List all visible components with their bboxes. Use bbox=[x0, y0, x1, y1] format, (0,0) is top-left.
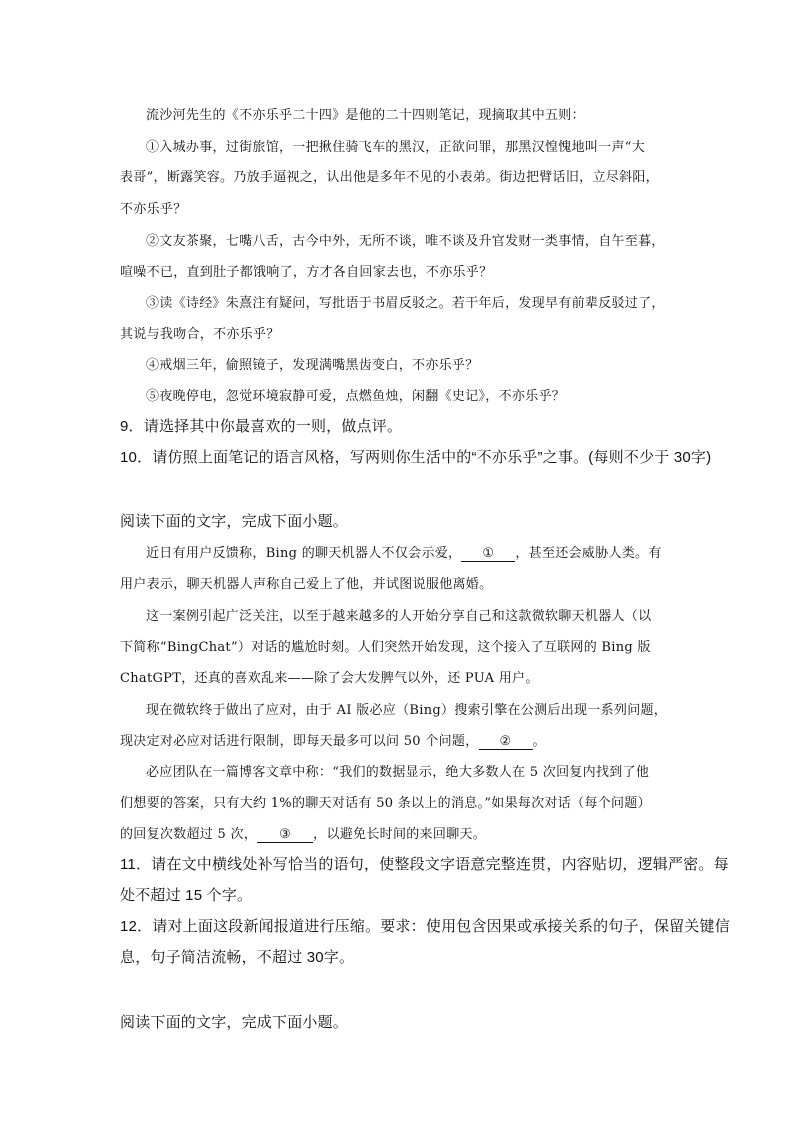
question-9: 9．请选择其中你最喜欢的一则，做点评。 bbox=[120, 418, 403, 435]
question-11-line-1: 11．请在文中横线处补写恰当的语句，使整段文字语意完整连贯，内容贴切，逻辑严密。每 bbox=[120, 856, 729, 873]
news-paragraph-4-line-3 bbox=[120, 823, 486, 843]
note-item-1-line-2: 表哥”，断露笑容。乃放手逼视之，认出他是多年不见的小表弟。街边把臂话旧，立尽斜阳， bbox=[120, 170, 659, 185]
question-12-line-2: 息，句子简洁流畅，不超过 30字。 bbox=[120, 949, 355, 966]
news-paragraph-1-line-2: 用户表示，聊天机器人声称自己爱上了他，并试图说服他离婚。 bbox=[120, 577, 493, 592]
section-3-header: 阅读下面的文字，完成下面小题。 bbox=[120, 1014, 349, 1031]
news-paragraph-4-line-1: 必应团队在一篇博客文章中称：“我们的数据显示，绝大多数人在 5 次回复内找到了他 bbox=[146, 765, 650, 780]
news-p1-text-b: ，甚至还会威胁人类。有 bbox=[515, 546, 662, 561]
blank-3: ③ bbox=[257, 828, 313, 843]
note-item-3-line-2: 其说与我吻合，不亦乐乎？ bbox=[120, 327, 280, 342]
news-paragraph-3-line-2 bbox=[120, 730, 546, 750]
question-10: 10．请仿照上面笔记的语言风格，写两则你生活中的“不亦乐乎”之事。(每则不少于 30字) bbox=[120, 449, 712, 466]
news-p1-text-a: 近日有用户反馈称，Bing 的聊天机器人不仅会示爱， bbox=[146, 546, 462, 561]
news-paragraph-4-line-2: 们想要的答案，只有大约 1%的聊天对话有 50 条以上的消息。”如果每次对话（每个问题） bbox=[120, 796, 651, 811]
news-paragraph-2-line-1: 这一案例引起广泛关注，以至于越来越多的人开始分享自己和这款微软聊天机器人（以 bbox=[146, 609, 652, 624]
note-item-4: ④戒烟三年，偷照镜子，发现满嘴黑齿变白，不亦乐乎？ bbox=[146, 358, 479, 373]
question-11-line-2: 处不超过 15 个字。 bbox=[120, 887, 253, 904]
note-item-1-line-1: ①入城办事，过街旅馆，一把揪住骑飞车的黑汉，正欲问罪，那黑汉惶愧地叫一声“大 bbox=[146, 140, 646, 155]
question-12-line-1: 12．请对上面这段新闻报道进行压缩。要求：使用包含因果或承接关系的句子，保留关键信 bbox=[120, 918, 730, 935]
blank-1: ① bbox=[461, 547, 515, 562]
news-paragraph-3-line-1: 现在微软终于做出了应对，由于 AI 版必应（Bing）搜索引擎在公测后出现一系列问题， bbox=[146, 703, 668, 718]
note-item-2-line-2: 喧噪不已，直到肚子都饿响了，方才各自回家去也，不亦乐乎？ bbox=[120, 265, 493, 280]
note-item-2-line-1: ②文友茶聚，七嘴八舌，古今中外，无所不谈，唯不谈及升官发财一类事情，自午至暮， bbox=[146, 234, 665, 249]
note-item-1-line-3: 不亦乐乎？ bbox=[120, 202, 187, 217]
note-item-3-line-1: ③读《诗经》朱熹注有疑问，写批语于书眉反驳之。若干年后，发现早有前辈反驳过了， bbox=[146, 296, 665, 311]
news-paragraph-2-line-2: 下简称“BingChat”）对话的尴尬时刻。人们突然开始发现，这个接入了互联网的 Bing 版 bbox=[120, 640, 651, 655]
news-p3-text-b: 。 bbox=[532, 734, 546, 749]
news-paragraph-1-line-1 bbox=[146, 542, 662, 562]
news-p4-text-a: 的回复次数超过 5 次， bbox=[120, 827, 258, 842]
news-paragraph-2-line-3: ChatGPT，还真的喜欢乱来——除了会大发脾气以外，还 PUA 用户。 bbox=[120, 671, 539, 686]
note-item-5: ⑤夜晚停电，忽觉环境寂静可爱，点燃鱼烛，闲翻《史记》，不亦乐乎？ bbox=[146, 389, 566, 404]
section-2-header: 阅读下面的文字，完成下面小题。 bbox=[120, 513, 349, 530]
news-p3-text-a: 现决定对必应对话进行限制，即每天最多可以问 50 个问题， bbox=[120, 734, 479, 749]
passage-intro: 流沙河先生的《不亦乐乎二十四》是他的二十四则笔记，现摘取其中五则： bbox=[146, 108, 585, 123]
blank-2: ② bbox=[479, 735, 533, 750]
news-p4-text-b: ，以避免长时间的来回聊天。 bbox=[313, 827, 487, 842]
